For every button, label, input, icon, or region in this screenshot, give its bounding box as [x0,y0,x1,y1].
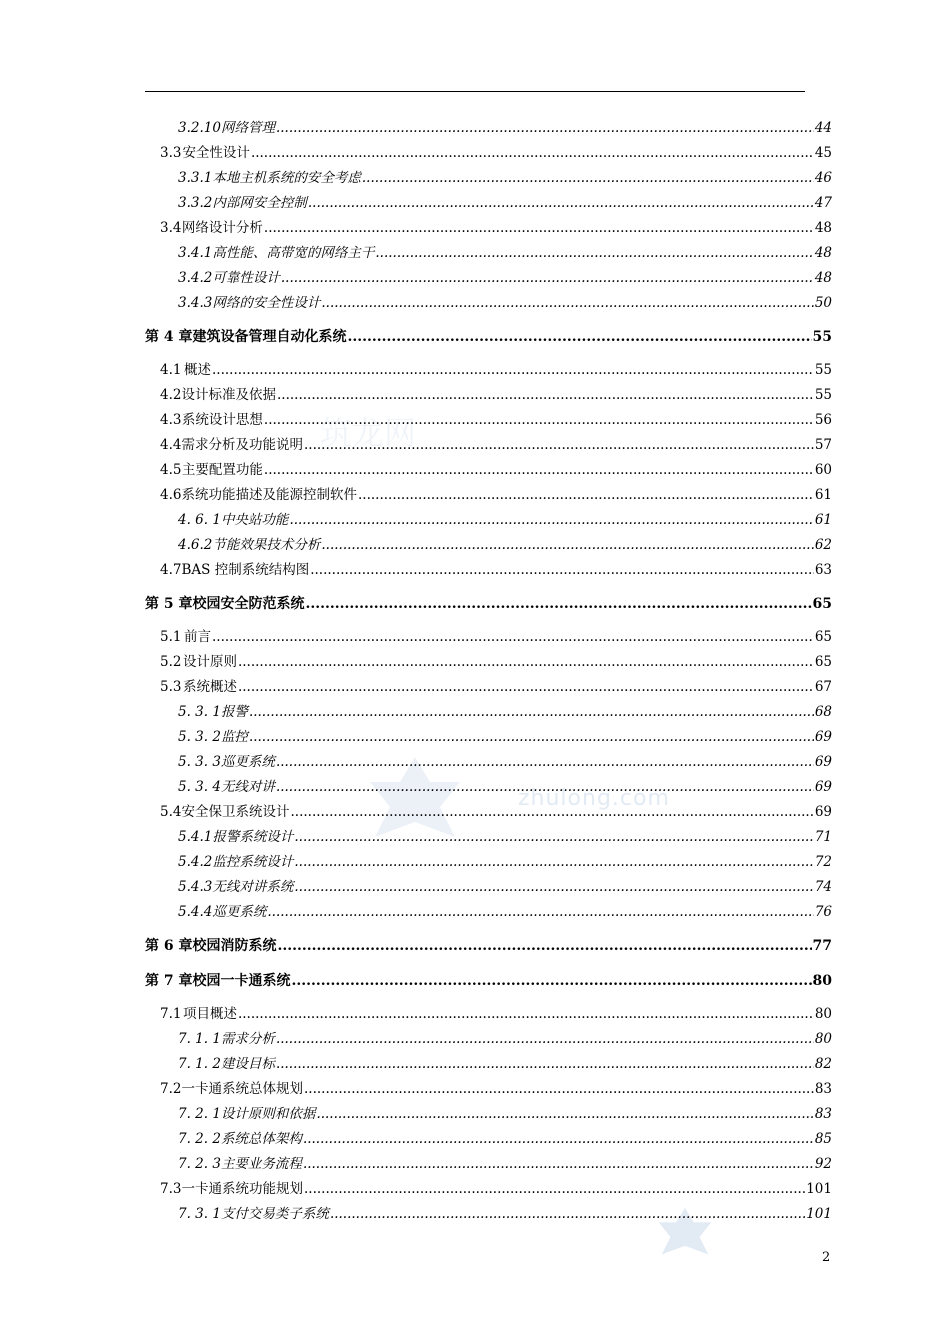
toc-entry-number: 5.4.1 [178,829,213,845]
toc-leader-dots [358,483,814,508]
toc-entry-title: 设计标准及依据 [181,387,276,403]
toc-entry-title: 系统总体架构 [220,1131,302,1147]
toc-entry-title: 设计原则 [182,654,237,670]
toc-chapter-entry[interactable] [145,933,832,960]
toc-entry[interactable] [145,433,832,458]
toc-entry-number: 4.2 [160,387,182,403]
toc-entry[interactable] [145,266,832,291]
toc-entry-page: 69 [814,779,832,795]
toc-entry-title: BAS 控制系统结构图 [181,562,310,578]
watermark-text: zhulong.com [518,786,670,811]
toc-entry[interactable] [145,166,832,191]
toc-leader-dots [276,750,814,775]
toc-entry-title: 安全保卫系统设计 [181,804,290,820]
toc-entry[interactable] [145,1052,832,1077]
watermark-cn: 筑龙网 [320,414,417,452]
table-of-contents [145,116,832,1227]
toc-entry-number: 4.6.2 [178,537,213,553]
toc-leader-dots [348,324,812,351]
toc-leader-dots [249,700,814,725]
toc-entry-page: 55 [812,329,832,345]
toc-entry-number: 5. 3. 3 [178,754,221,770]
toc-entry-number: 3.4.2 [178,270,213,286]
toc-entry-title: 概述 [183,362,211,378]
toc-entry-page: 65 [814,654,832,670]
toc-chapter-entry[interactable] [145,968,832,995]
toc-entry-page: 85 [814,1131,832,1147]
toc-entry-title: 中央站功能 [220,512,289,528]
toc-entry-page: 80 [814,1006,832,1022]
toc-leader-dots [238,1002,814,1027]
toc-entry-title: 一卡通系统总体规划 [181,1081,303,1097]
toc-leader-dots [276,775,814,800]
toc-leader-dots [375,241,813,266]
toc-entry-title: 节能效果技术分析 [212,537,321,553]
toc-leader-dots [264,458,814,483]
toc-entry-page: 69 [814,754,832,770]
toc-entry-title: 校园一卡通系统 [192,973,291,989]
toc-entry-title: 巡更系统 [220,754,275,770]
toc-entry[interactable] [145,483,832,508]
toc-entry-page: 72 [814,854,832,870]
toc-entry-title: 安全性设计 [182,145,250,161]
toc-entry[interactable] [145,850,832,875]
page-number: 2 [822,1250,831,1265]
toc-entry[interactable] [145,1102,832,1127]
toc-entry[interactable] [145,1127,832,1152]
toc-leader-dots [306,591,812,618]
toc-entry-title: 前言 [183,629,211,645]
header-rule [145,91,805,92]
toc-entry[interactable] [145,775,832,800]
toc-leader-dots [310,558,814,583]
toc-entry-page: 45 [814,145,832,161]
toc-entry-number: 7. 3. 1 [178,1206,221,1222]
toc-entry-number: 3.4.1 [178,245,213,261]
toc-entry-number: 5.4 [160,804,182,820]
toc-entry-title: 系统设计思想 [181,412,263,428]
toc-leader-dots [278,933,812,960]
toc-leader-dots [304,1177,805,1202]
toc-leader-dots [277,383,814,408]
toc-entry-page: 67 [814,679,832,695]
toc-entry-title: 网络的安全性设计 [212,295,321,311]
toc-entry-page: 44 [814,120,832,136]
toc-entry-page: 74 [814,879,832,895]
toc-entry[interactable] [145,900,832,925]
toc-entry-number: 5.4.4 [178,904,213,920]
toc-entry-page: 69 [814,729,832,745]
toc-entry-number: 7. 2. 3 [178,1156,221,1172]
toc-entry-number: 7.3 [160,1181,182,1197]
toc-entry-number: 3.3.1 [178,170,213,186]
toc-entry-page: 92 [814,1156,832,1172]
toc-entry-title: 需求分析 [220,1031,275,1047]
toc-entry[interactable] [145,750,832,775]
toc-entry-number: 5.2 [160,654,182,670]
toc-entry[interactable] [145,1027,832,1052]
toc-entry-title: 可靠性设计 [212,270,280,286]
toc-entry-title: 监控 [220,729,248,745]
toc-leader-dots [238,675,814,700]
toc-entry-title: 报警 [220,704,248,720]
toc-leader-dots [212,358,814,383]
toc-entry-page: 61 [814,487,832,503]
toc-leader-dots [238,650,814,675]
toc-chapter-entry[interactable] [145,324,832,351]
toc-entry[interactable] [145,625,832,650]
toc-entry[interactable] [145,383,832,408]
toc-entry-page: 62 [814,537,832,553]
toc-entry-title: 巡更系统 [212,904,267,920]
toc-leader-dots [264,408,814,433]
toc-entry[interactable] [145,700,832,725]
toc-entry-number: 5.4.3 [178,879,213,895]
toc-entry-page: 69 [814,804,832,820]
toc-leader-dots [294,825,813,850]
toc-entry-number: 3.3.2 [178,195,213,211]
toc-entry-title: 项目概述 [182,1006,237,1022]
toc-entry-page: 61 [814,512,832,528]
toc-entry[interactable] [145,241,832,266]
toc-leader-dots [303,1127,814,1152]
toc-entry-number: 4. 6. 1 [178,512,221,528]
toc-entry-number: 5. 3. 4 [178,779,221,795]
toc-entry-title: 监控系统设计 [212,854,294,870]
toc-entry-number: 第 7 章 [145,973,193,989]
toc-entry-title: 校园安全防范系统 [192,596,305,612]
toc-entry-title: 系统概述 [182,679,237,695]
toc-entry[interactable] [145,508,832,533]
toc-leader-dots [330,1202,805,1227]
toc-entry-page: 80 [814,1031,832,1047]
toc-entry-page: 83 [814,1081,832,1097]
toc-entry-page: 83 [814,1106,832,1122]
toc-leader-dots [290,800,813,825]
toc-leader-dots [316,1102,813,1127]
toc-entry[interactable] [145,216,832,241]
toc-entry-number: 第 6 章 [145,938,193,954]
toc-leader-dots [304,1077,814,1102]
toc-entry-title: 建设目标 [220,1056,275,1072]
toc-entry-title: 设计原则和依据 [220,1106,316,1122]
toc-entry-title: 内部网安全控制 [212,195,307,211]
toc-entry-number: 5. 3. 1 [178,704,221,720]
toc-entry-number: 3.3 [160,145,182,161]
toc-entry[interactable] [145,1152,832,1177]
toc-entry-number: 7. 2. 2 [178,1131,221,1147]
toc-entry[interactable] [145,141,832,166]
toc-entry-title: 系统功能描述及能源控制软件 [181,487,357,503]
toc-entry[interactable] [145,650,832,675]
toc-entry-number: 第 5 章 [145,596,193,612]
toc-entry-page: 60 [814,462,832,478]
toc-entry-number: 3.4 [160,220,182,236]
toc-entry[interactable] [145,291,832,316]
toc-leader-dots [308,191,814,216]
toc-entry-page: 48 [814,245,832,261]
toc-entry-title: 本地主机系统的安全考虑 [212,170,361,186]
toc-entry-number: 4.3 [160,412,182,428]
toc-entry-number: 5.1 [160,629,182,645]
toc-entry-number: 5.3 [160,679,182,695]
toc-entry-page: 76 [814,904,832,920]
toc-entry-title: 支付交易类子系统 [220,1206,329,1222]
toc-leader-dots [281,266,814,291]
toc-entry-number: 7.1 [160,1006,182,1022]
toc-entry[interactable] [145,408,832,433]
toc-entry-title: 无线对讲系统 [212,879,294,895]
toc-entry-number: 4.5 [160,462,182,478]
toc-entry[interactable] [145,116,832,141]
toc-entry-page: 46 [814,170,832,186]
toc-entry-title: 高性能、高带宽的网络主干 [212,245,375,261]
toc-entry-title: 一卡通系统功能规划 [181,1181,303,1197]
toc-leader-dots [292,968,812,995]
toc-entry-page: 47 [814,195,832,211]
toc-entry-number: 5.4.2 [178,854,213,870]
toc-entry-page: 65 [814,629,832,645]
toc-entry-number: 5. 3. 2 [178,729,221,745]
toc-entry-number: 4.6 [160,487,182,503]
toc-entry[interactable] [145,675,832,700]
toc-entry-page: 101 [806,1181,832,1197]
toc-entry-title: 建筑设备管理自动化系统 [192,329,347,345]
toc-leader-dots [276,1052,814,1077]
toc-leader-dots [303,1152,814,1177]
toc-entry[interactable] [145,358,832,383]
toc-entry[interactable] [145,458,832,483]
toc-entry-number: 4.4 [160,437,182,453]
toc-leader-dots [294,850,813,875]
toc-entry-page: 56 [814,412,832,428]
toc-entry[interactable] [145,558,832,583]
toc-leader-dots [251,141,814,166]
toc-entry[interactable] [145,533,832,558]
toc-leader-dots [304,433,814,458]
toc-entry-number: 3.2.10 [178,120,221,136]
toc-entry-page: 71 [814,829,832,845]
toc-leader-dots [276,116,814,141]
toc-entry-title: 主要业务流程 [220,1156,302,1172]
toc-entry-page: 55 [814,387,832,403]
toc-entry-page: 63 [814,562,832,578]
toc-entry-page: 48 [814,220,832,236]
toc-entry-number: 3.4.3 [178,295,213,311]
toc-entry-page: 57 [814,437,832,453]
toc-entry-number: 4.1 [160,362,182,378]
toc-entry-page: 50 [814,295,832,311]
toc-leader-dots [362,166,814,191]
toc-entry-title: 主要配置功能 [181,462,263,478]
toc-entry-page: 65 [812,596,832,612]
toc-leader-dots [321,291,813,316]
toc-entry[interactable] [145,191,832,216]
toc-entry-page: 68 [814,704,832,720]
toc-entry[interactable] [145,1177,832,1202]
toc-chapter-entry[interactable] [145,591,832,618]
toc-entry-number: 7. 2. 1 [178,1106,221,1122]
toc-entry-title: 无线对讲 [220,779,275,795]
toc-entry[interactable] [145,1002,832,1027]
toc-entry-title: 网络管理 [220,120,275,136]
toc-leader-dots [294,875,813,900]
toc-entry[interactable] [145,875,832,900]
toc-entry-page: 48 [814,270,832,286]
toc-leader-dots [212,625,814,650]
toc-leader-dots [321,533,813,558]
toc-entry[interactable] [145,825,832,850]
toc-entry-page: 80 [812,973,832,989]
toc-entry-number: 第 4 章 [145,329,193,345]
toc-entry[interactable] [145,1077,832,1102]
toc-entry-title: 网络设计分析 [181,220,263,236]
toc-entry[interactable] [145,725,832,750]
toc-entry-number: 7. 1. 2 [178,1056,221,1072]
toc-leader-dots [264,216,814,241]
toc-entry-title: 需求分析及功能说明 [181,437,303,453]
toc-leader-dots [276,1027,814,1052]
toc-entry-number: 7.2 [160,1081,182,1097]
toc-entry-title: 报警系统设计 [212,829,294,845]
toc-leader-dots [267,900,813,925]
toc-entry-page: 101 [806,1206,832,1222]
toc-entry-title: 校园消防系统 [192,938,277,954]
toc-entry-number: 7. 1. 1 [178,1031,221,1047]
toc-entry-number: 4.7 [160,562,182,578]
toc-leader-dots [249,725,814,750]
toc-entry[interactable] [145,800,832,825]
toc-entry[interactable] [145,1202,832,1227]
toc-entry-page: 55 [814,362,832,378]
toc-entry-page: 82 [814,1056,832,1072]
toc-leader-dots [289,508,813,533]
toc-entry-page: 77 [812,938,832,954]
